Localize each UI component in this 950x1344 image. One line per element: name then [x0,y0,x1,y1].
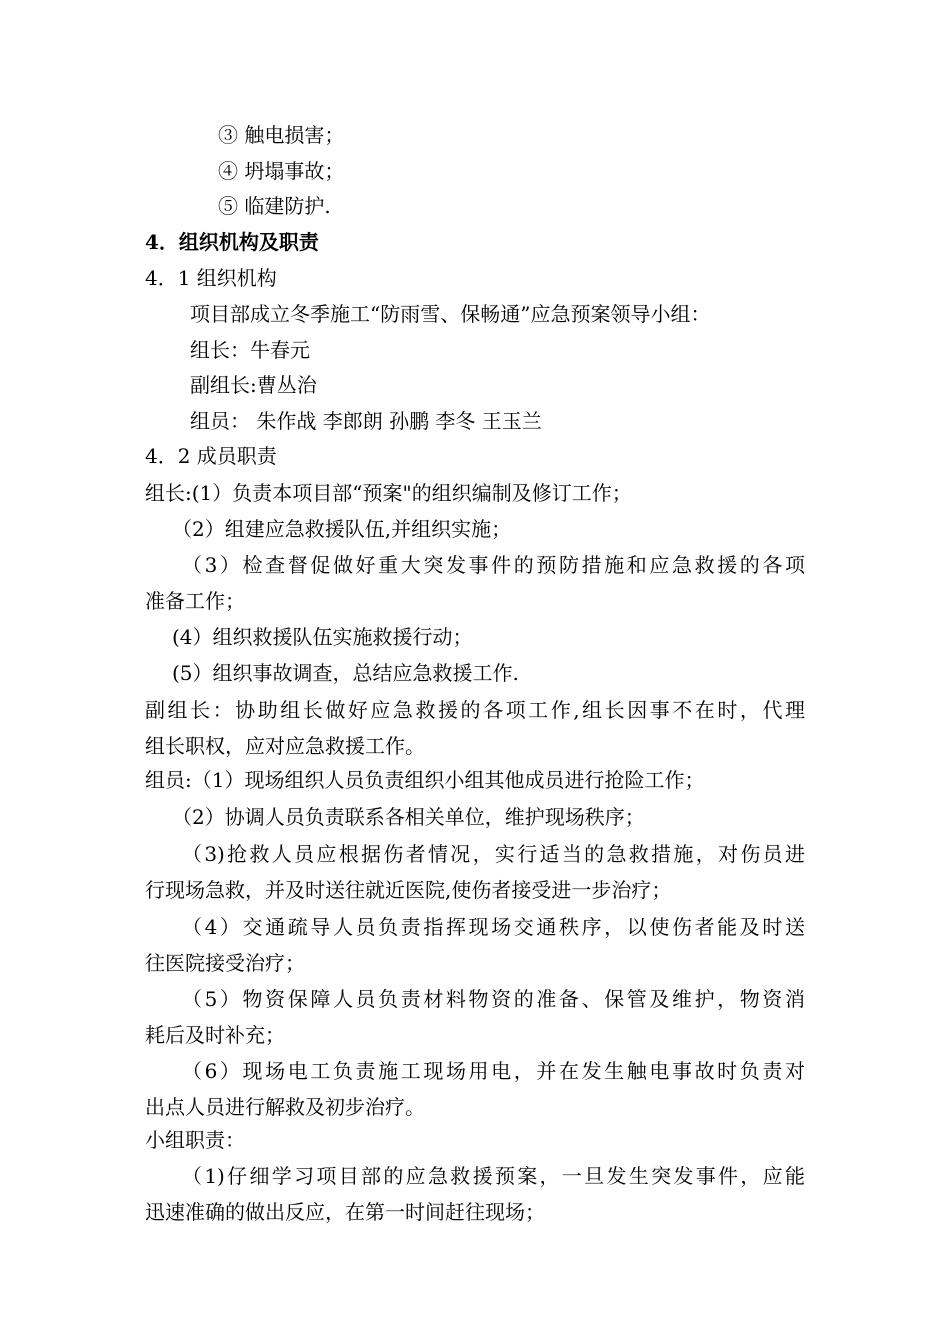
paragraph-group-leader: 组长：牛春元 [190,338,310,362]
leader-duty-4: (4）组织救援队伍实施救援行动； [172,625,473,649]
member-duty-2: （2）协调人员负责联系各相关单位，维护现场秩序； [172,805,645,829]
leader-duty-5: (5）组织事故调查，总结应急救援工作. [172,661,519,685]
member-duty-4-cont: 往医院接受治疗； [145,951,305,975]
deputy-leader-duty: 副组长：协助组长做好应急救援的各项工作,组长因事不在时，代理 [145,698,805,722]
member-duty-6-cont: 出点人员进行解救及初步治疗。 [145,1095,425,1119]
paragraph-leadership-group: 项目部成立冬季施工“防雨雪、保畅通”应急预案领导小组： [190,302,711,326]
member-duty-6: （6）现场电工负责施工现场用电，并在发生触电事故时负责对 [182,1059,805,1083]
member-duty-3-cont: 行现场急救，并及时送往就近医院,使伤者接受进一步治疗； [145,878,672,902]
leader-duty-3: （3）检查督促做好重大突发事件的预防措施和应急救援的各项 [182,553,805,577]
list-item-hazard-5: ⑤ 临建防护. [218,194,331,218]
member-duty-5: （5）物资保障人员负责材料物资的准备、保管及维护，物资消 [182,987,805,1011]
leader-duty-2: （2）组建应急救援队伍,并组织实施； [172,517,512,541]
deputy-leader-duty-cont: 组长职权，应对应急救援工作。 [145,734,425,758]
member-duty-5-cont: 耗后及时补充； [145,1023,285,1047]
subsection-heading-4-2: 4．2 成员职责 [145,444,277,468]
paragraph-deputy-leader: 副组长:曹丛治 [190,373,317,397]
member-duty-1: 组员:（1）现场组织人员负责组织小组其他成员进行抢险工作； [145,768,705,792]
group-duties-heading: 小组职责： [145,1128,245,1152]
list-item-hazard-3: ③ 触电损害； [218,123,345,147]
paragraph-group-members: 组员： 朱作战 李郎朗 孙鹏 李冬 王玉兰 [190,409,542,433]
leader-duty-3-cont: 准备工作； [145,589,245,613]
member-duty-4: （4）交通疏导人员负责指挥现场交通秩序，以使伤者能及时送 [182,915,805,939]
member-duty-3: （3)抢救人员应根据伤者情况，实行适当的急救措施，对伤员进 [182,842,805,866]
section-heading-organization: 4．组织机构及职责 [145,230,319,254]
group-duty-1: （1)仔细学习项目部的应急救援预案，一旦发生突发事件，应能 [182,1164,805,1188]
subsection-heading-4-1: 4．1 组织机构 [145,266,277,290]
list-item-hazard-4: ④ 坍塌事故； [218,159,345,183]
group-duty-1-cont: 迅速准确的做出反应，在第一时间赶往现场； [145,1200,545,1224]
leader-duty-1: 组长:(1）负责本项目部“预案"的组织编制及修订工作； [145,481,632,505]
